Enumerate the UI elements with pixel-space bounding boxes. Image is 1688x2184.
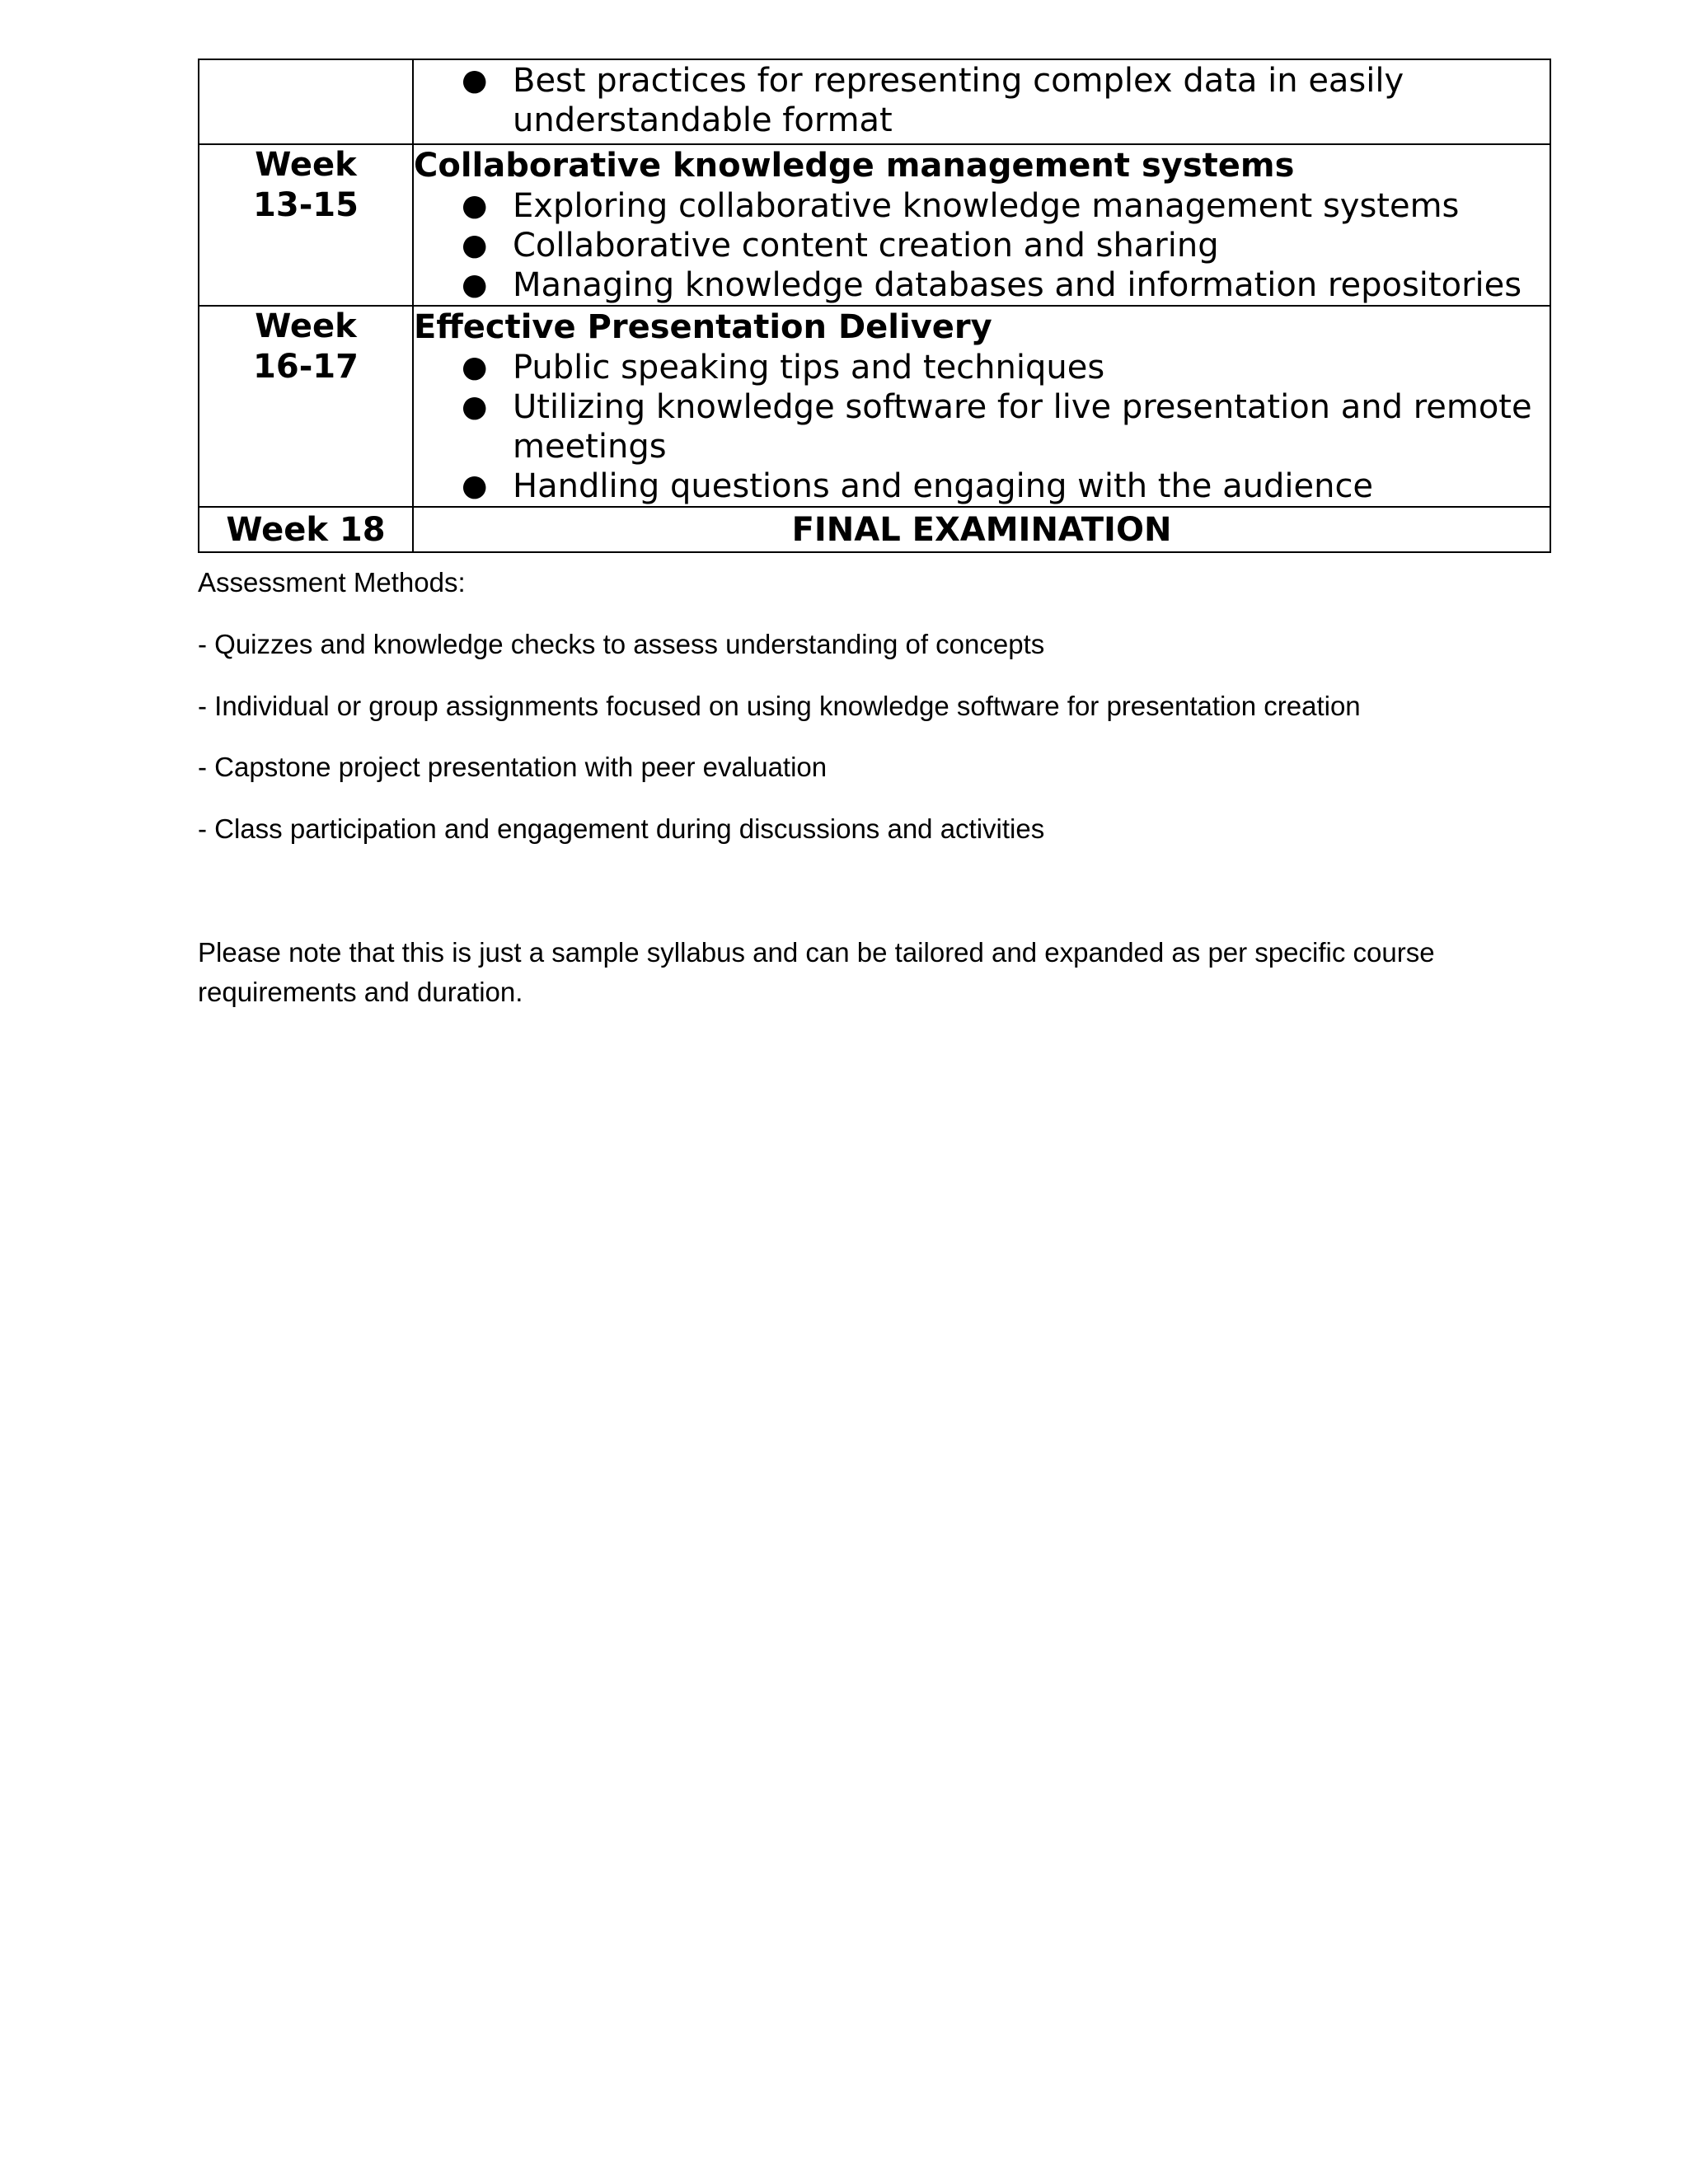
topic-list (414, 186, 1550, 305)
list-item: ● Handling questions and engaging with the audience (462, 467, 1374, 505)
list-item: ● Exploring collaborative knowledge management systems (462, 187, 1460, 225)
assessment-item: - Class participation and engagement during discussions and activities (198, 813, 1045, 844)
topic-title: Effective Presentation Delivery (414, 308, 992, 346)
list-item: ● Managing knowledge databases and information repositories (462, 266, 1522, 304)
topic-list (414, 348, 1550, 506)
assessment-item: - Capstone project presentation with peer evaluation (198, 752, 828, 782)
bullet-icon: ● (462, 469, 488, 503)
list-item: ● Collaborative content creation and sharing (462, 227, 1219, 265)
final-examination-cell: FINAL EXAMINATION (413, 507, 1550, 552)
week-label: Week 13-15 (199, 144, 413, 306)
bullet-icon: ● (462, 268, 488, 302)
syllabus-note: Please note that this is just a sample syllabus and can be tailored and expanded as per specific course requirements and duration. (198, 937, 1435, 1007)
syllabus-table (198, 59, 1551, 553)
assessment-item: - Quizzes and knowledge checks to assess understanding of concepts (198, 629, 1045, 659)
topic-title: Collaborative knowledge management systems (414, 147, 1295, 185)
topic-cell (413, 306, 1550, 507)
bullet-icon: ● (462, 63, 488, 97)
table-row-week-13-15 (199, 144, 1550, 306)
bullet-icon: ● (462, 228, 488, 262)
topic-cell (413, 59, 1550, 144)
topic-list (414, 61, 1550, 140)
list-item: ● Utilizing knowledge software for live presentation and remote meetings (462, 388, 1532, 466)
week-cell-empty (199, 59, 413, 144)
assessment-item: - Individual or group assignments focused on using knowledge software for presentation creation (198, 691, 1361, 721)
bullet-icon: ● (462, 350, 488, 384)
week-label: Week 16-17 (199, 306, 413, 507)
table-row-continuation (199, 59, 1550, 144)
topic-cell (413, 144, 1550, 306)
list-item: ● Public speaking tips and techniques (462, 349, 1105, 387)
bullet-icon: ● (462, 390, 488, 424)
table-row-week-16-17 (199, 306, 1550, 507)
assessment-heading: Assessment Methods: (198, 567, 466, 598)
table-row-week-18 (199, 507, 1550, 552)
bullet-icon: ● (462, 189, 488, 223)
week-label: Week 18 (199, 507, 413, 552)
list-item: ● Best practices for representing complex data in easily understandable format (462, 62, 1404, 139)
